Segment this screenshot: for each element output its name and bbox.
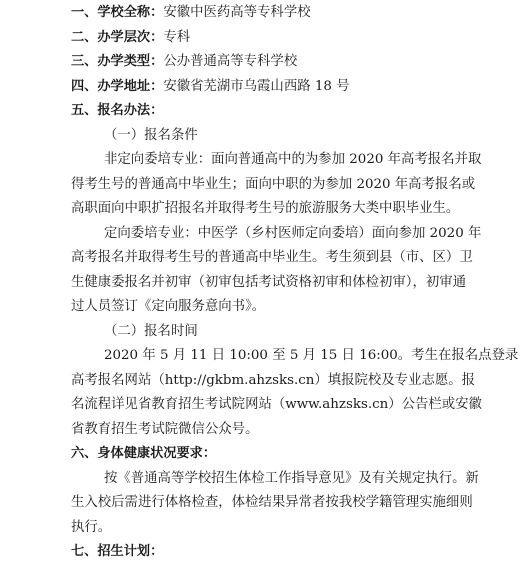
- item-address: [71, 77, 350, 97]
- paragraph-line: 省教育招生考试院微信公众号。: [71, 422, 259, 437]
- paragraph-line: 高职面向中职扩招报名并取得考生号的旅游服务大类中职毕业生。: [71, 201, 460, 216]
- item-value: 专科: [163, 30, 191, 45]
- item-label: 一、学校全称：: [71, 5, 164, 20]
- item-label: 四、办学地址：: [71, 79, 164, 94]
- paragraph-line: 生健康委报名并初审（初审包括考试资格初审和体检初审），初审通: [71, 275, 467, 290]
- subheading-time: （二）报名时间: [104, 324, 198, 339]
- subheading-conditions: （一）报名条件: [104, 128, 198, 143]
- paragraph-line: 得考生号的普通高中毕业生；面向中职的为参加 2020 年高考报名或: [71, 177, 476, 192]
- paragraph-line: 定向委培专业：中医学（乡村医师定向委培）面向参加 2020 年: [104, 226, 482, 241]
- item-label: 三、办学类型：: [71, 54, 164, 69]
- item-value: 安徽省芜湖市乌霞山西路 18 号: [163, 79, 350, 94]
- item-label: 六、身体健康状况要求：: [71, 446, 217, 461]
- paragraph-line: 过人员签订《定向服务意向书》。: [71, 299, 266, 314]
- paragraph-line: 执行。: [71, 520, 112, 535]
- item-label: 二、办学层次：: [71, 30, 164, 45]
- item-value: 公办普通高等专科学校: [163, 54, 298, 69]
- paragraph-line: 2020 年 5 月 11 日 10:00 至 5 月 15 日 16:00。考生在报名点登录: [104, 348, 519, 363]
- paragraph-line: 高考报名网站（http://gkbm.ahzsks.cn）填报院校及专业志愿。报: [71, 373, 476, 388]
- paragraph-line: 按《普通高等学校招生体检工作指导意见》及有关规定执行。新: [104, 471, 479, 486]
- paragraph-line: 非定向委培专业：面向普通高中的为参加 2020 年高考报名并取: [104, 152, 482, 167]
- item-type: [71, 52, 297, 72]
- item-value: 安徽中医药高等专科学校: [163, 5, 311, 20]
- item-level: [71, 28, 190, 48]
- item-label: 七、招生计划：: [71, 544, 164, 559]
- paragraph-line: 高考报名并取得考生号的普通高中毕业生。考生须到县（市、区）卫: [71, 250, 473, 265]
- item-enrollment-plan: [71, 542, 163, 562]
- item-health-requirements: [71, 444, 216, 464]
- item-label: 五、报名办法：: [71, 103, 164, 118]
- item-school-name: [71, 3, 311, 23]
- item-registration-method: [71, 101, 163, 121]
- paragraph-line: 名流程详见省教育招生考试院网站（www.ahzsks.cn）公告栏或安徽: [71, 397, 482, 412]
- paragraph-line: 生入校后需进行体格检查，体检结果异常者按我校学籍管理实施细则: [71, 495, 473, 510]
